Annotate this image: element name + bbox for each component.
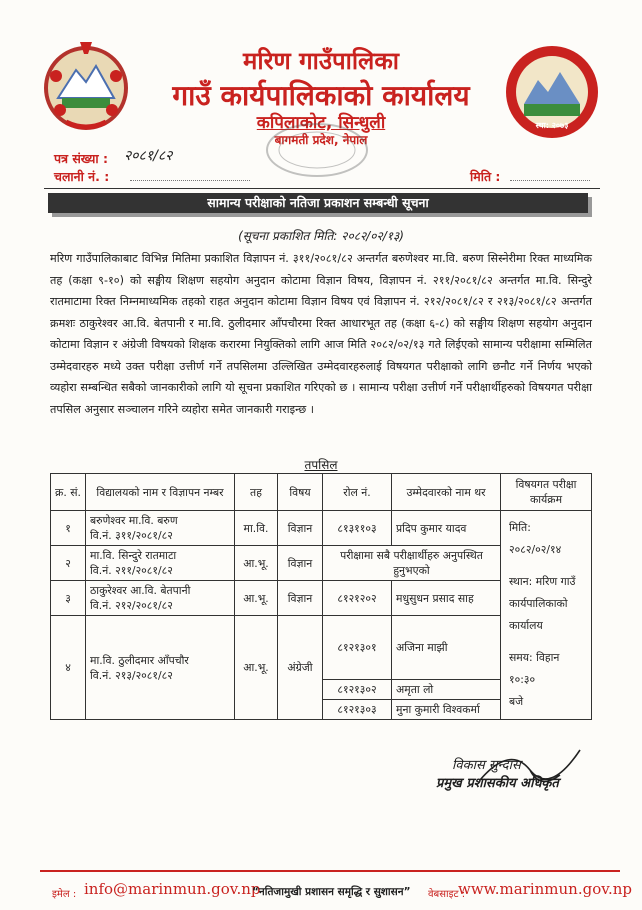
schedule-time: समय: विहान १०:३० — [509, 651, 560, 686]
row-level: आ.भू. — [235, 616, 278, 720]
header-school: विद्यालयको नाम र विज्ञापन नम्बर — [86, 474, 235, 511]
dispatch-label: चलानी नं. : — [54, 169, 110, 184]
table-header-row — [51, 474, 592, 511]
municipality-seal — [504, 44, 600, 140]
header-name: उम्मेदवारको नाम थर — [392, 474, 501, 511]
schedule-cell — [501, 511, 592, 720]
header-divider — [44, 188, 600, 189]
signatory-name: विकास सुन्दास — [452, 758, 521, 773]
row-name: प्रदिप कुमार यादव — [392, 511, 501, 546]
row-roll: ८१३११०३ — [323, 511, 392, 546]
date-label: मिति : — [470, 169, 501, 184]
date-blank — [510, 180, 590, 181]
row-level: मा.वि. — [235, 511, 278, 546]
row-school — [86, 616, 235, 720]
row-level: आ.भू. — [235, 581, 278, 616]
row-sn: २ — [51, 546, 86, 581]
table-label: तपसिल — [304, 458, 338, 472]
header-schedule: विषयगत परीक्षा कार्यक्रम — [501, 474, 592, 511]
email-label: इमेल : — [52, 889, 77, 900]
header-roll: रोल नं. — [323, 474, 392, 511]
footer-divider — [40, 870, 620, 872]
schedule-time-suffix: बजे — [509, 695, 524, 708]
org-name: मरिण गाउँपालिका — [243, 47, 399, 75]
row-school — [86, 546, 235, 581]
school-name: मा.वि. ठुलीदमार आँपचौर — [90, 653, 189, 667]
row-school — [86, 581, 235, 616]
adv-number: वि.नं. २१३/२०८१/८२ — [90, 668, 173, 682]
office-name: गाउँ कार्यपालिकाको कार्यालय — [172, 79, 470, 112]
signatory-title: प्रमुख प्रशासकीय अधिकृत — [436, 776, 559, 791]
row-name: मधुसुधन प्रसाद साह — [392, 581, 501, 616]
row-roll: ८१२१३०१ — [323, 616, 392, 680]
results-table — [50, 473, 592, 720]
school-name: बरुणेश्वर मा.वि. बरुण — [90, 514, 178, 527]
ref-label: पत्र संख्या : — [54, 151, 108, 166]
row-name: मुना कुमारी विश्वकर्मा — [392, 700, 501, 720]
schedule-date: मिति: २०८२/०२/१४ — [509, 521, 562, 556]
row-roll: ८१२१३०३ — [323, 700, 392, 720]
header-level: तह — [235, 474, 278, 511]
school-name: ठाकुरेश्वर आ.वि. बेतपानी — [90, 584, 191, 597]
published-date: (सूचना प्रकाशित मिति: २०८२/०२/१३) — [238, 229, 404, 243]
website-label: वेबसाइट : — [428, 889, 466, 900]
row-sn: ३ — [51, 581, 86, 616]
row-subject: विज्ञान — [278, 546, 323, 581]
email-link[interactable]: info@marinmun.gov.np — [84, 880, 261, 898]
row-sn: ४ — [51, 616, 86, 720]
adv-number: वि.नं. २११/२०८१/८२ — [90, 564, 173, 577]
website-link[interactable]: www.marinmun.gov.np — [458, 880, 632, 898]
header-sn: क्र. सं. — [51, 474, 86, 511]
school-name: मा.वि. सिन्दुरे रातमाटा — [90, 549, 177, 562]
row-note: परीक्षामा सबै परीक्षार्थीहरु अनुपस्थित हुनुभएको — [323, 546, 501, 581]
adv-number: वि.नं. २१२/२०८१/८२ — [90, 599, 173, 612]
office-stamp-icon — [262, 120, 372, 180]
seal-year: स्था: २०७३ — [535, 121, 569, 130]
table-row — [51, 511, 592, 546]
notice-title: सामान्य परीक्षाको नतिजा प्रकाशन सम्बन्धी सूचना — [48, 193, 588, 213]
row-subject: अंग्रेजी — [278, 616, 323, 720]
row-subject: विज्ञान — [278, 581, 323, 616]
dispatch-blank — [130, 180, 250, 181]
row-roll: ८१२१२०२ — [323, 581, 392, 616]
schedule-venue: स्थान: मरिण गाउँ कार्यपालिकाको कार्यालय — [509, 575, 576, 632]
row-name: अजिना माझी — [392, 616, 501, 680]
row-school — [86, 511, 235, 546]
row-name: अमृता लो — [392, 680, 501, 700]
notice-body: मरिण गाउँपालिकाबाट विभिन्न मितिमा प्रकाशित विज्ञापन नं. ३११/२०८१/८२ अन्तर्गत बरुणेश्वर मा.वि. बरुण सिस्नेरीमा रिक्त माध्यमिक तह (कक्षा ९-१०) को सङ्घीय शिक्षण सहयोग अनुदान कोटामा विज्ञान विषय, विज्ञापन नं. २११/२०८१/८२ अन्तर्गत मा.वि. सिन्दुरे रातमाटामा रिक्त निम्नमाध्यमिक तहको राहत अनुदान कोटामा विज्ञान विषय एवं विज्ञापन नं. २१२/२०८१/८२ र २१३/२०८१/८२ अन्तर्गत क्रमशः ठाकुरेश्वर आ.वि. बेतपानी र मा.वि. ठुलीदमार आँपचौरमा रिक्त आधारभूत तह (कक्षा ६-८) को सङ्घीय शिक्षण सहयोग अनुदान कोटामा विज्ञान र अंग्रेजी विषयको शिक्षक करारमा नियुक्तिको लागि आज मिति २०८२/०२/१३ गते लिईएको सामान्य परीक्षामा सम्मिलित उम्मेदवारहरु मध्ये उक्त परीक्षा उत्तीर्ण गर्ने तपसिलमा उल्लिखित उम्मेदवारहरुलाई विषयगत परीक्षाको लागि छनौट गर्ने निर्णय भएको व्यहोरा सम्बन्धित सबैको जानकारीको लागि यो सूचना प्रकाशित गरिएको छ । सामान्य परीक्षा उत्तीर्ण गर्ने परीक्षार्थीहरुको विषयगत परीक्षा तपसिल अनुसार सञ्चालन गरिने व्यहोरा समेत जानकारी गराइन्छ । — [50, 252, 592, 416]
adv-number: वि.नं. ३११/२०८१/८२ — [90, 529, 173, 542]
province: बागमती प्रदेश, नेपाल — [274, 133, 368, 147]
row-roll: ८१२१३०२ — [323, 680, 392, 700]
row-subject: विज्ञान — [278, 511, 323, 546]
office-location: कपिलाकोट, सिन्धुली — [256, 113, 386, 133]
row-sn: १ — [51, 511, 86, 546]
row-level: आ.भू. — [235, 546, 278, 581]
slogan: “नतिजामुखी प्रशासन समृद्धि र सुशासन” — [252, 886, 411, 898]
header-subject: विषय — [278, 474, 323, 511]
ref-value: २०८१/८२ — [124, 148, 173, 164]
